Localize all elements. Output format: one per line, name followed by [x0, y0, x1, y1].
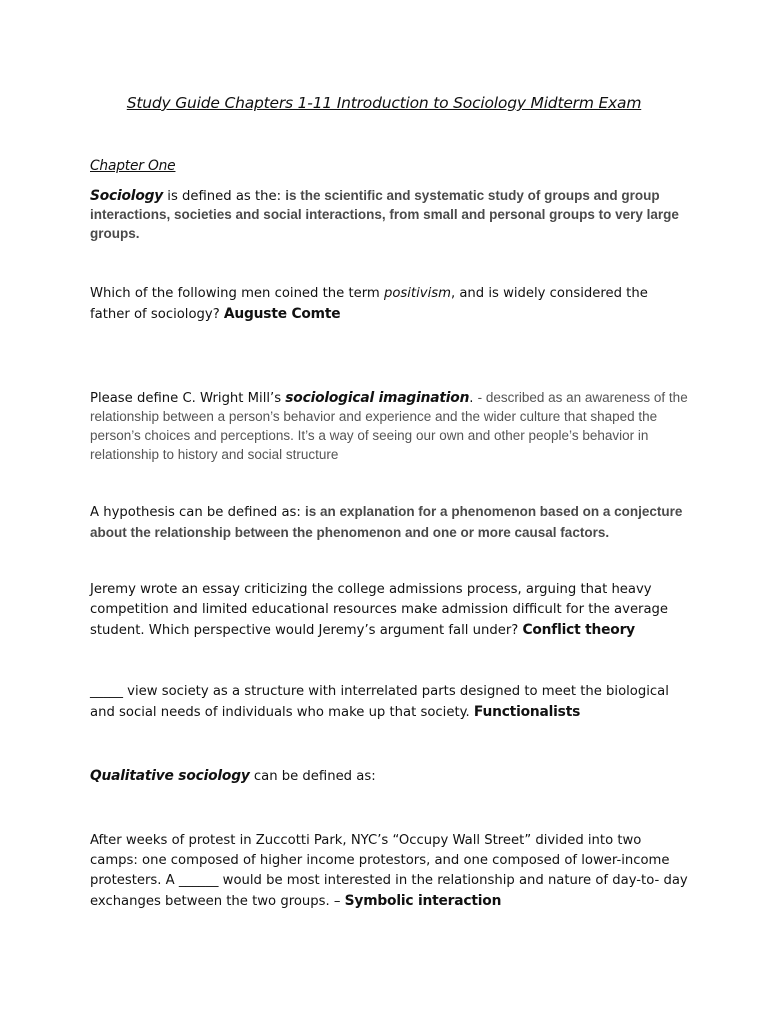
question-text: After weeks of protest in Zuccotti Park, NYC’s “Occupy Wall Street” divided into two camps: one composed of higher income protestors, and one composed of lower-income protesters. A ______ would be most interested in the relationship and nature of day-to- day exchanges between the two groups. – [90, 833, 688, 909]
question-text: Which of the following men coined the term [90, 286, 384, 301]
question-sociology-definition [90, 187, 690, 244]
document-title: Study Guide Chapters 1-11 Introduction to Sociology Midterm Exam [126, 94, 642, 112]
question-text: Jeremy wrote an essay criticizing the college admissions process, arguing that heavy competition and limited educational resources make admission difficult for the average student. Which perspective would Jeremy’s argument fall under? [90, 582, 669, 638]
answer-text: Symbolic interaction [344, 893, 502, 909]
question-positivism [90, 284, 690, 325]
question-text: , and is widely considered the father of sociology? [90, 286, 648, 322]
answer-text: is an explanation for a phenomenon based on a conjecture about the relationship between the phenomenon and one or more causal factors. [90, 504, 683, 540]
term-sociological-imagination: sociological imagination [285, 390, 470, 406]
question-functionalists [90, 682, 690, 723]
question-conflict-theory [90, 580, 690, 641]
question-symbolic-interaction [90, 831, 690, 912]
question-qualitative-sociology [90, 766, 690, 787]
question-sociological-imagination [90, 389, 690, 465]
question-hypothesis [90, 502, 690, 544]
question-text: _____ view society as a structure with interrelated parts designed to meet the biological and social needs of individuals who make up that society. [90, 684, 669, 720]
answer-text: Auguste Comte [223, 306, 341, 322]
answer-text: - described as an awareness of the relationship between a person’s behavior and experience and the wider culture that shaped the person’s choices and perceptions. It’s a way of seeing our own and other people’s behavior in relationship to history and social structure [90, 390, 688, 462]
term-qualitative-sociology: Qualitative sociology [90, 768, 250, 784]
question-text: A hypothesis can be defined as: [90, 505, 306, 520]
question-text: Please define C. Wright Mill’s [90, 391, 286, 406]
term-sociology: Sociology [90, 188, 164, 204]
answer-text: is the scientific and systematic study of groups and group interactions, societies and social interactions, from small and personal groups to very large groups. [90, 188, 679, 241]
answer-text: Functionalists [473, 704, 581, 720]
question-text: can be defined as: [249, 769, 376, 784]
term-positivism: positivism [383, 286, 451, 301]
question-text: . [469, 391, 478, 406]
chapter-heading: Chapter One [90, 158, 176, 174]
answer-text: Conflict theory [522, 622, 635, 638]
chapter-heading-block [90, 156, 690, 177]
question-text: is defined as the: [163, 189, 286, 204]
